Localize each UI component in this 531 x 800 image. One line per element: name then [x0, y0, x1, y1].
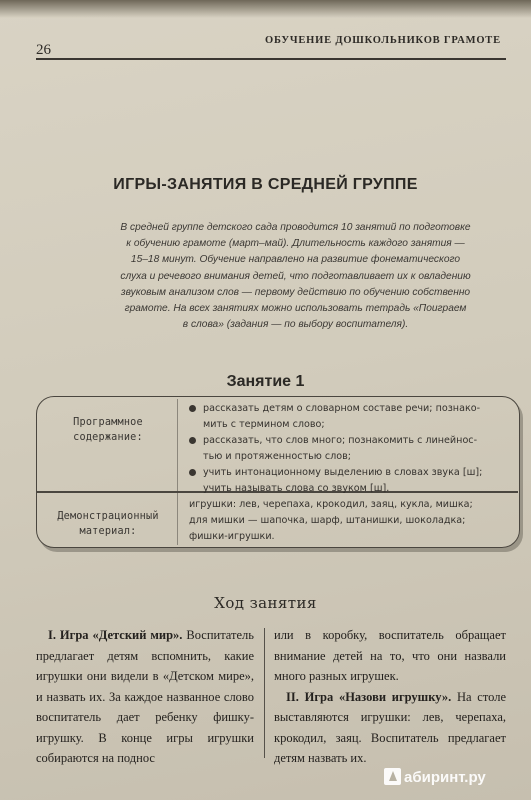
materials-line: фишки-игрушки.	[189, 531, 275, 542]
section-title: ИГРЫ-ЗАНЯТИЯ В СРЕДНЕЙ ГРУППЕ	[113, 176, 418, 193]
goal-line: рассказать детям о словарном составе речи; познако-	[203, 403, 481, 414]
program-content-label	[41, 415, 175, 445]
goal-line: рассказать, что слов много; познакомить с линейнос-	[203, 435, 478, 446]
label-line: содержание:	[73, 432, 143, 443]
continuation-text: или в коробку, воспитатель обращает внимание детей на то, что они назвали много разных игрушек.	[274, 628, 506, 683]
materials-line: для мишки — шапочка, шарф, штанишки, шоколадка;	[189, 515, 466, 526]
bullet-icon	[189, 405, 196, 412]
intro-line: грамоте. На всех занятиях можно использовать тетрадь «Поиграем	[124, 303, 467, 315]
bullet-icon	[189, 437, 196, 444]
intro-paragraph	[118, 220, 473, 333]
intro-line: слуха и речевого внимания детей, что подготавливает их к овладению	[120, 270, 471, 282]
intro-line: к обучению грамоте (март–май). Длительность каждого занятия —	[126, 238, 465, 250]
lesson-title: Занятие 1	[226, 373, 305, 390]
intro-line: 15–18 минут. Обучение направлено на развитие фонематического	[130, 254, 461, 266]
bullet-icon	[189, 469, 196, 476]
goal-line: учить интонационному выделению в словах звука [ш];	[203, 467, 483, 478]
intro-line: В средней группе детского сада проводится 10 занятий по подготовке	[120, 222, 471, 233]
right-column	[274, 625, 506, 769]
header-rule	[36, 58, 506, 60]
label-line: материал:	[79, 526, 137, 537]
left-column	[36, 625, 254, 769]
lesson-info-box	[36, 396, 520, 548]
goal-item	[189, 401, 519, 433]
game-1-text: Воспитатель предлагает детям вспомнить, какие игрушки они видели в «Детском мире», и назвать их. За каждое названное слово воспитатель дает ребенку фишку-игрушку. В конце игры игрушки собираются на поднос	[36, 628, 254, 765]
watermark-text: абиринт.ру	[404, 769, 486, 786]
intro-line: в слова» (задания — по выбору воспитателя).	[182, 319, 409, 331]
page-top-shadow	[0, 0, 531, 18]
materials-text	[189, 497, 519, 545]
goal-line: учить называть слова со звуком [ш].	[203, 483, 390, 494]
game-1-title: I. Игра «Детский мир».	[48, 628, 183, 642]
game-2-title: II. Игра «Назови игрушку».	[286, 689, 452, 704]
label-line: Программное	[73, 417, 143, 428]
goals-list	[189, 401, 519, 497]
course-title: Ход занятия	[214, 594, 317, 612]
running-title: ОБУЧЕНИЕ ДОШКОЛЬНИКОВ ГРАМОТЕ	[265, 35, 501, 46]
watermark	[384, 768, 486, 786]
materials-line: игрушки: лев, черепаха, крокодил, заяц, кукла, мишка;	[189, 499, 473, 510]
labirint-logo-icon	[384, 768, 401, 785]
goal-item	[189, 433, 519, 465]
game-1-paragraph	[36, 625, 254, 769]
game-2-paragraph	[274, 687, 506, 769]
intro-line: звуковым анализом слов — первому действию по обучению собственно	[120, 286, 471, 298]
goal-item	[189, 465, 519, 497]
goal-line: тью и протяженностью слов;	[203, 451, 352, 462]
demo-material-label	[41, 509, 175, 539]
game-2-text: На столе выставляются игрушки: лев, черепаха, крокодил, заяц. Воспитатель предлагает детям назвать их.	[274, 689, 506, 765]
column-rule	[264, 628, 265, 758]
goal-line: мить с термином слово;	[203, 419, 325, 430]
box-vertical-divider	[177, 399, 178, 545]
page-number: 26	[36, 42, 51, 58]
label-line: Демонстрационный	[57, 511, 159, 522]
